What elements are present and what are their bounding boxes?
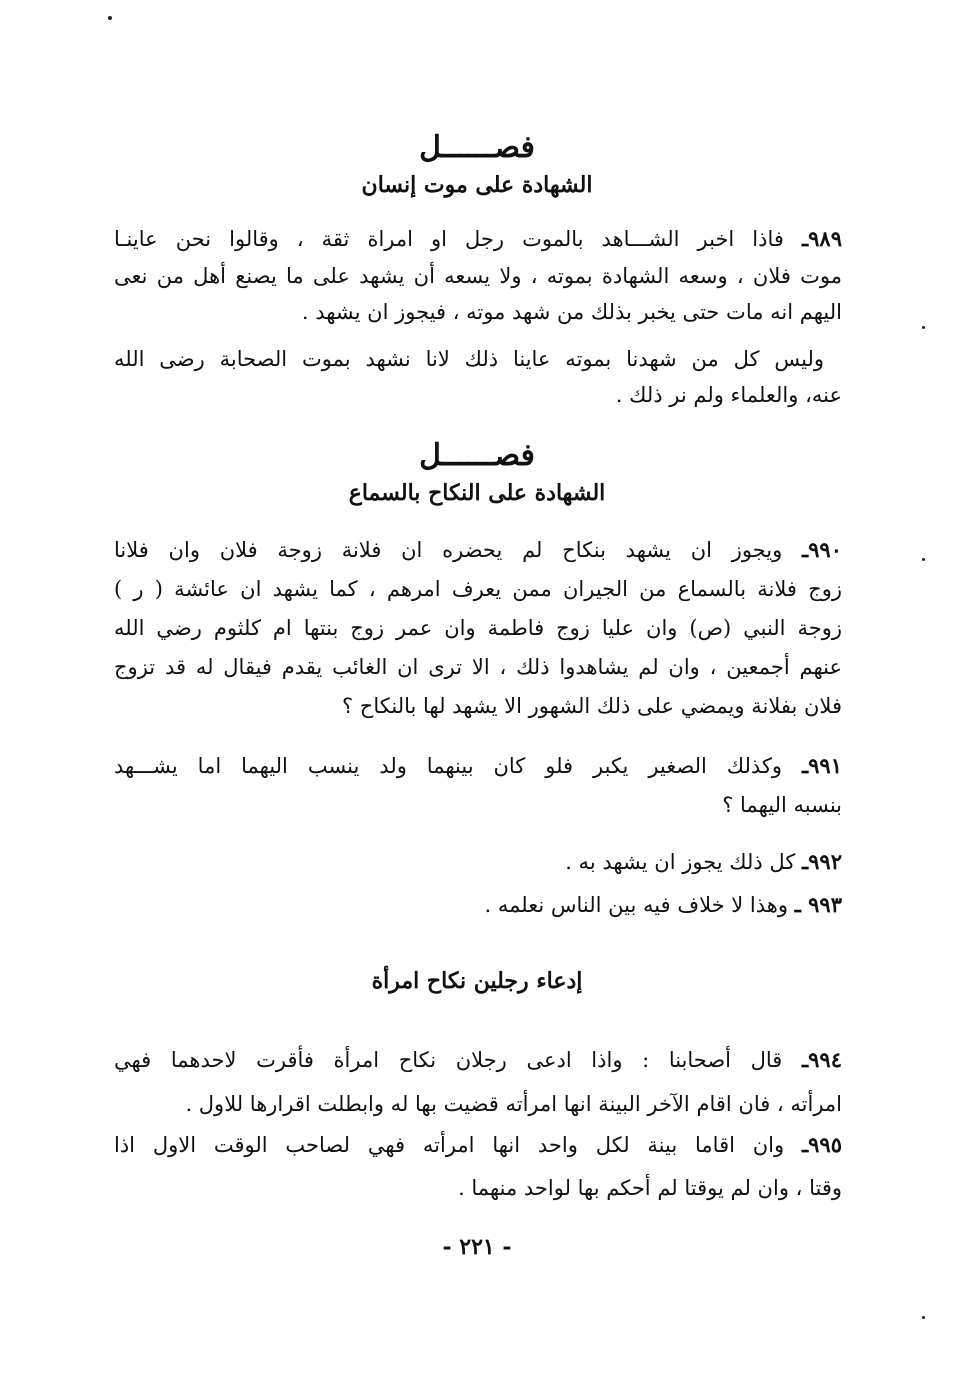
paragraph-number: ٩٩٣ ـ — [794, 892, 842, 917]
paragraph-line: ٩٩١ـ وكذلك الصغير يكبر فلو كان بينهما ولد ينسب اليهما اما يشـــهد — [114, 753, 842, 778]
paragraph-number: ٩٩٤ـ — [802, 1047, 842, 1072]
scan-speck — [922, 326, 925, 329]
paragraph-number: ٩٨٩ـ — [802, 226, 842, 251]
paragraph-line: ٩٩٥ـ وان اقاما بينة لكل واحد انها امرأته فهي لصاحب الوقت الاول اذا — [114, 1132, 842, 1157]
section-heading: فصــــــل — [419, 438, 535, 473]
paragraph-line: موت فلان ، وسعه الشهادة بموته ، ولا يسعه أن يشهد على ما يصنع أهل من نعى — [114, 264, 842, 288]
paragraph-line: وقتا ، وان لم يوقتا لم أحكم بها لواحد منهما . — [458, 1176, 842, 1200]
paragraph-line: فلان بفلانة ويمضي على ذلك الشهور الا يشهد لها بالنكاح ؟ — [341, 694, 842, 718]
paragraph-number: ٩٩١ـ — [802, 753, 842, 778]
paragraph-line: ٩٩٣ ـ وهذا لا خلاف فيه بين الناس نعلمه . — [484, 892, 842, 917]
paragraph-line: امرأته ، فان اقام الآخر البينة انها امرأته قضيت بها له وابطلت اقرارها للاول . — [185, 1092, 842, 1116]
paragraph-line: ٩٩٢ـ كل ذلك يجوز ان يشهد به . — [565, 849, 842, 874]
paragraph-number: ٩٩٠ـ — [801, 537, 842, 562]
paragraph-line: زوجة النبي (ص) وان عليا زوج فاطمة وان عمر زوج بنتها ام كلثوم رضي الله — [114, 616, 842, 640]
paragraph-line: بنسبه اليهما ؟ — [722, 793, 842, 817]
paragraph-line: وليس كل من شهدنا بموته عاينا ذلك لانا نشهد بموت الصحابة رضى الله — [114, 347, 824, 371]
paragraph-line: عنهم أجمعين ، وان لم يشاهدوا ذلك ، الا ترى ان الغائب يقدم فيقال له قد تزوج — [114, 655, 842, 679]
scan-speck — [922, 1316, 925, 1319]
scan-speck — [108, 16, 112, 20]
paragraph-line: اليهم انه مات حتى يخبر بذلك من شهد موته ، فيجوز ان يشهد . — [301, 300, 842, 324]
section-subheading: إدعاء رجلين نكاح امرأة — [371, 968, 583, 994]
section-heading: فصــــــل — [419, 130, 535, 165]
section-subheading: الشهادة على النكاح بالسماع — [348, 480, 606, 506]
paragraph-line: ٩٨٩ـ فاذا اخبر الشـــاهد بالموت رجل او امراة ثقة ، وقالوا نحن عاينـا — [114, 226, 842, 251]
section-subheading: الشهادة على موت إنسان — [361, 172, 593, 198]
paragraph-line: ٩٩٠ـ ويجوز ان يشهد بنكاح لم يحضره ان فلانة زوجة فلان وان فلانا — [114, 537, 842, 562]
scan-speck — [922, 558, 925, 561]
paragraph-line: زوج فلانة بالسماع من الجيران ممن يعرف امرهم ، كما يشهد ان عائشة ( ر ) — [114, 577, 843, 601]
page-number: - ٢٢١ - — [442, 1234, 512, 1260]
paragraph-line: ٩٩٤ـ قال أصحابنا : واذا ادعى رجلان نكاح امرأة فأقرت لاحدهما فهي — [114, 1047, 842, 1072]
paragraph-number: ٩٩٥ـ — [802, 1132, 842, 1157]
paragraph-line: عنه، والعلماء ولم نر ذلك . — [615, 383, 842, 407]
paragraph-number: ٩٩٢ـ — [802, 849, 842, 874]
